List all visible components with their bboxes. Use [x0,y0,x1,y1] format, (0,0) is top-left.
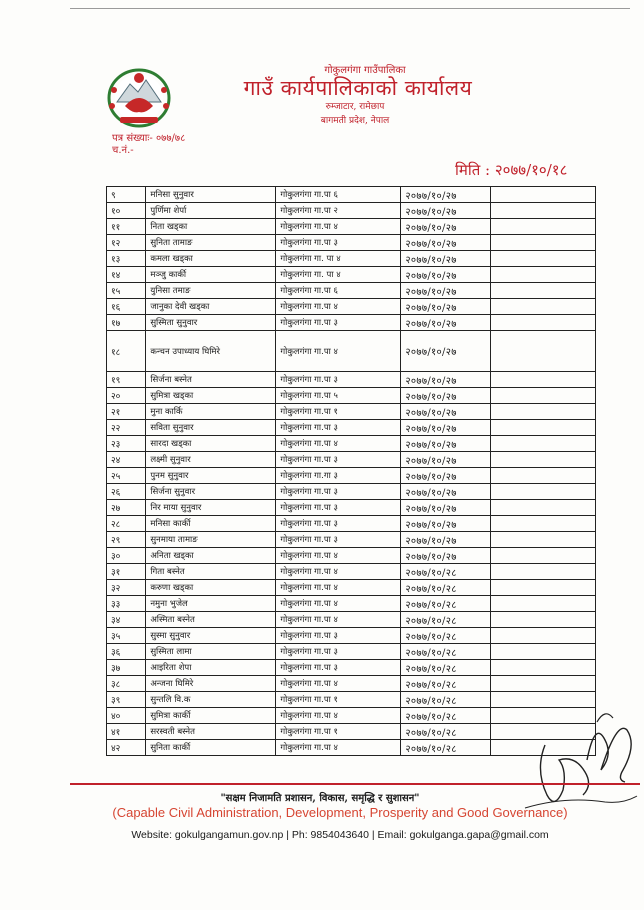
date-cell: २०७७/१०/२८ [401,564,491,580]
address-cell: गोकुलगंगा गा.पा ३ [276,644,401,660]
blank-cell [491,468,596,484]
serial-cell: २६ [107,484,146,500]
serial-cell: २२ [107,420,146,436]
name-cell: आइरिता शेपा [146,660,276,676]
name-cell: मनिसा कार्की [146,516,276,532]
date-cell: २०७७/१०/२७ [401,187,491,203]
name-cell: सुमित्रा खड्का [146,388,276,404]
blank-cell [491,612,596,628]
name-cell: मनिसा सुनुवार [146,187,276,203]
address-cell: गोकुलगंगा गा.पा ३ [276,372,401,388]
blank-cell [491,564,596,580]
serial-cell: १६ [107,299,146,315]
blank-cell [491,676,596,692]
date-cell: २०७७/१०/२८ [401,724,491,740]
date-cell: २०७७/१०/२७ [401,315,491,331]
date-cell: २०७७/१०/२७ [401,500,491,516]
name-cell: सुनिता तामाङ [146,235,276,251]
table-row [107,548,596,564]
blank-cell [491,299,596,315]
serial-cell: ३१ [107,564,146,580]
office-title: गाउँ कार्यपालिकाको कार्यालय [243,76,473,100]
blank-cell [491,331,596,372]
serial-cell: १५ [107,283,146,299]
table-row [107,315,596,331]
serial-cell: १९ [107,372,146,388]
date-cell: २०७७/१०/२८ [401,644,491,660]
table-row [107,596,596,612]
address-cell: गोकुलगंगा गा.पा ३ [276,500,401,516]
address-cell: गोकुलगंगा गा.पा ३ [276,315,401,331]
date-cell: २०७७/१०/२७ [401,468,491,484]
blank-cell [491,187,596,203]
table-row [107,267,596,283]
date-cell: २०७७/१०/२८ [401,708,491,724]
address-cell: गोकुलगंगा गा.पा ३ [276,516,401,532]
name-cell: सविता सुनुवार [146,420,276,436]
name-cell: निता खड्का [146,219,276,235]
date-cell: २०७७/१०/२७ [401,452,491,468]
blank-cell [491,500,596,516]
date-cell: २०७७/१०/२७ [401,436,491,452]
table-row [107,628,596,644]
name-cell: सिर्जना सुनुवार [146,484,276,500]
name-cell: सुन्तलि वि.क [146,692,276,708]
table-row [107,219,596,235]
address-cell: गोकुलगंगा गा.पा ४ [276,676,401,692]
address-line: बागमती प्रदेश, नेपाल [320,116,390,126]
date-cell: २०७७/१०/२७ [401,404,491,420]
table-row [107,283,596,299]
name-cell: लक्ष्मी सुनुवार [146,452,276,468]
name-cell: गिता बस्नेत [146,564,276,580]
nepal-emblem-icon [100,62,178,130]
date-cell: २०७७/१०/२७ [401,532,491,548]
serial-cell: २१ [107,404,146,420]
address-cell: गोकुलगंगा गा.पा ४ [276,331,401,372]
table-row [107,532,596,548]
table-row [107,331,596,372]
serial-cell: ३४ [107,612,146,628]
table-row [107,372,596,388]
name-cell: पुर्णिमा शेर्पा [146,203,276,219]
date-cell: २०७७/१०/२७ [401,388,491,404]
name-cell: मञ्जु कार्की [146,267,276,283]
name-cell: सुस्मिता सुनुवार [146,315,276,331]
serial-cell: १३ [107,251,146,267]
address-cell: गोकुलगंगा गा.पा ४ [276,612,401,628]
blank-cell [491,436,596,452]
serial-cell: १८ [107,331,146,372]
address-cell: गोकुलगंगा गा.पा ४ [276,740,401,756]
address-cell: गोकुलगंगा गा.गा ३ [276,468,401,484]
table-row [107,436,596,452]
serial-cell: ३२ [107,580,146,596]
serial-cell: २५ [107,468,146,484]
blank-cell [491,388,596,404]
table-row [107,564,596,580]
footer-motto: "सक्षम निजामति प्रशासन, विकास, समृद्धि र सुशासन" [220,793,420,804]
blank-cell [491,203,596,219]
name-cell: सुनमाया तामाङ [146,532,276,548]
date-cell: २०७७/१०/२७ [401,372,491,388]
table-row [107,660,596,676]
serial-cell: ४२ [107,740,146,756]
date-cell: २०७७/१०/२७ [401,219,491,235]
reference-block [112,133,185,157]
date-cell: २०७७/१०/२८ [401,580,491,596]
date-cell: २०७७/१०/२८ [401,676,491,692]
serial-cell: ३७ [107,660,146,676]
serial-cell: ४० [107,708,146,724]
serial-cell: ३० [107,548,146,564]
letter-date: मिति : २०७७/१०/१८ [455,161,568,179]
name-cell: सिर्जना बस्नेत [146,372,276,388]
name-cell: कन्चन उपाध्याय घिमिरे [146,331,276,372]
date-cell: २०७७/१०/२८ [401,628,491,644]
table-row [107,251,596,267]
table-row [107,468,596,484]
name-cell: अनिता खड्का [146,548,276,564]
address-cell: गोकुलगंगा गा.पा १ [276,724,401,740]
address-cell: गोकुलगंगा गा.पा ४ [276,580,401,596]
date-cell: २०७७/१०/२७ [401,283,491,299]
serial-cell: १० [107,203,146,219]
contact-line: Website: gokulgangamun.gov.np | Ph: 9854043640 | Email: gokulganga.gapa@gmail.com [131,829,549,841]
date-cell: २०७७/१०/२७ [401,420,491,436]
english-motto: (Capable Civil Administration, Development, Prosperity and Good Governance) [112,805,568,820]
address-cell: गोकुलगंगा गा.पा ३ [276,420,401,436]
serial-cell: ११ [107,219,146,235]
blank-cell [491,644,596,660]
blank-cell [491,235,596,251]
top-border [70,8,630,9]
address-cell: गोकुलगंगा गा.पा ४ [276,708,401,724]
table-body [107,187,596,756]
blank-cell [491,372,596,388]
name-cell: सुस्मिता लामा [146,644,276,660]
table-row [107,516,596,532]
table-row [107,235,596,251]
serial-cell: १४ [107,267,146,283]
date-cell: २०७७/१०/२७ [401,299,491,315]
address-cell: गोकुलगंगा गा. पा ४ [276,267,401,283]
name-cell: जानुका देवी खड्का [146,299,276,315]
table-row [107,484,596,500]
blank-cell [491,267,596,283]
blank-cell [491,628,596,644]
serial-cell: २४ [107,452,146,468]
address-cell: गोकुलगंगा गा.पा ३ [276,235,401,251]
date-cell: २०७७/१०/२७ [401,267,491,283]
date-cell: २०७७/१०/२७ [401,331,491,372]
serial-cell: ३३ [107,596,146,612]
date-cell: २०७७/१०/२८ [401,612,491,628]
address-cell: गोकुलगंगा गा. पा ४ [276,251,401,267]
serial-cell: १२ [107,235,146,251]
date-cell: २०७७/१०/२७ [401,203,491,219]
serial-cell: २० [107,388,146,404]
name-cell: सारदा खड्का [146,436,276,452]
name-cell: सुमित्रा कार्की [146,708,276,724]
date-cell: २०७७/१०/२८ [401,660,491,676]
blank-cell [491,596,596,612]
address-cell: गोकुलगंगा गा.पा ३ [276,484,401,500]
blank-cell [491,219,596,235]
address-cell: गोकुलगंगा गा.पा ६ [276,187,401,203]
serial-cell: २८ [107,516,146,532]
serial-cell: ४१ [107,724,146,740]
name-cell: सुनिता कार्की [146,740,276,756]
blank-cell [491,420,596,436]
name-cell: अस्मिता बस्नेत [146,612,276,628]
table-row [107,187,596,203]
date-cell: २०७७/१०/२८ [401,740,491,756]
address-line: रुम्जाटार, रामेछाप [325,102,385,112]
blank-cell [491,251,596,267]
serial-cell: ३६ [107,644,146,660]
blank-cell [491,404,596,420]
blank-cell [491,532,596,548]
date-cell: २०७७/१०/२८ [401,692,491,708]
table-row [107,612,596,628]
name-cell: पुनम सुनुवार [146,468,276,484]
address-cell: गोकुलगंगा गा.पा १ [276,404,401,420]
table-row [107,452,596,468]
address-cell: गोकुलगंगा गा.पा ४ [276,564,401,580]
table-row [107,580,596,596]
blank-cell [491,580,596,596]
address-cell: गोकुलगंगा गा.पा ४ [276,596,401,612]
blank-cell [491,452,596,468]
dispatch-number: च.नं.- [112,145,134,156]
name-cell: निर माया सुनुवार [146,500,276,516]
date-cell: २०७७/१०/२७ [401,484,491,500]
date-cell: २०७७/१०/२७ [401,251,491,267]
table-row [107,500,596,516]
address-cell: गोकुलगंगा गा.पा ४ [276,299,401,315]
address-cell: गोकुलगंगा गा.पा ३ [276,532,401,548]
participants-table [106,186,596,756]
table-row [107,203,596,219]
address-cell: गोकुलगंगा गा.पा ३ [276,452,401,468]
serial-cell: २३ [107,436,146,452]
address-cell: गोकुलगंगा गा.पा १ [276,692,401,708]
date-cell: २०७७/१०/२८ [401,596,491,612]
name-cell: सुस्मा सुनुवार [146,628,276,644]
address-cell: गोकुलगंगा गा.पा ५ [276,388,401,404]
serial-cell: १७ [107,315,146,331]
address-cell: गोकुलगंगा गा.पा ३ [276,660,401,676]
date-cell: २०७७/१०/२७ [401,235,491,251]
serial-cell: ३५ [107,628,146,644]
footer-divider [70,783,640,785]
address-cell: गोकुलगंगा गा.पा ४ [276,548,401,564]
name-cell: नमुना भुजेल [146,596,276,612]
name-cell: करुणा खड्का [146,580,276,596]
address-cell: गोकुलगंगा गा.पा ४ [276,436,401,452]
address-cell: गोकुलगंगा गा.पा ६ [276,283,401,299]
name-cell: कमला खड्का [146,251,276,267]
blank-cell [491,484,596,500]
blank-cell [491,315,596,331]
name-cell: सरस्वती बस्नेत [146,724,276,740]
signature-mark [505,700,644,820]
blank-cell [491,660,596,676]
serial-cell: ३९ [107,692,146,708]
reference-number: पत्र संख्याः- ०७७/७८ [112,133,186,144]
serial-cell: ३८ [107,676,146,692]
name-cell: अन्जना घिमिरे [146,676,276,692]
blank-cell [491,283,596,299]
office-address [280,100,430,128]
serial-cell: २९ [107,532,146,548]
table-row [107,644,596,660]
date-cell: २०७७/१०/२७ [401,516,491,532]
address-cell: गोकुलगंगा गा.पा २ [276,203,401,219]
table-row [107,388,596,404]
date-cell: २०७७/१०/२७ [401,548,491,564]
serial-cell: २७ [107,500,146,516]
blank-cell [491,516,596,532]
name-cell: युनिसा तमाङ [146,283,276,299]
table-row [107,676,596,692]
serial-cell: ९ [107,187,146,203]
municipality-name: गोकुलगंगा गाउँपालिका [324,65,406,76]
address-cell: गोकुलगंगा गा.पा ३ [276,628,401,644]
table-row [107,420,596,436]
name-cell: मुना कार्कि [146,404,276,420]
blank-cell [491,548,596,564]
table-row [107,404,596,420]
address-cell: गोकुलगंगा गा.पा ४ [276,219,401,235]
table-row [107,299,596,315]
